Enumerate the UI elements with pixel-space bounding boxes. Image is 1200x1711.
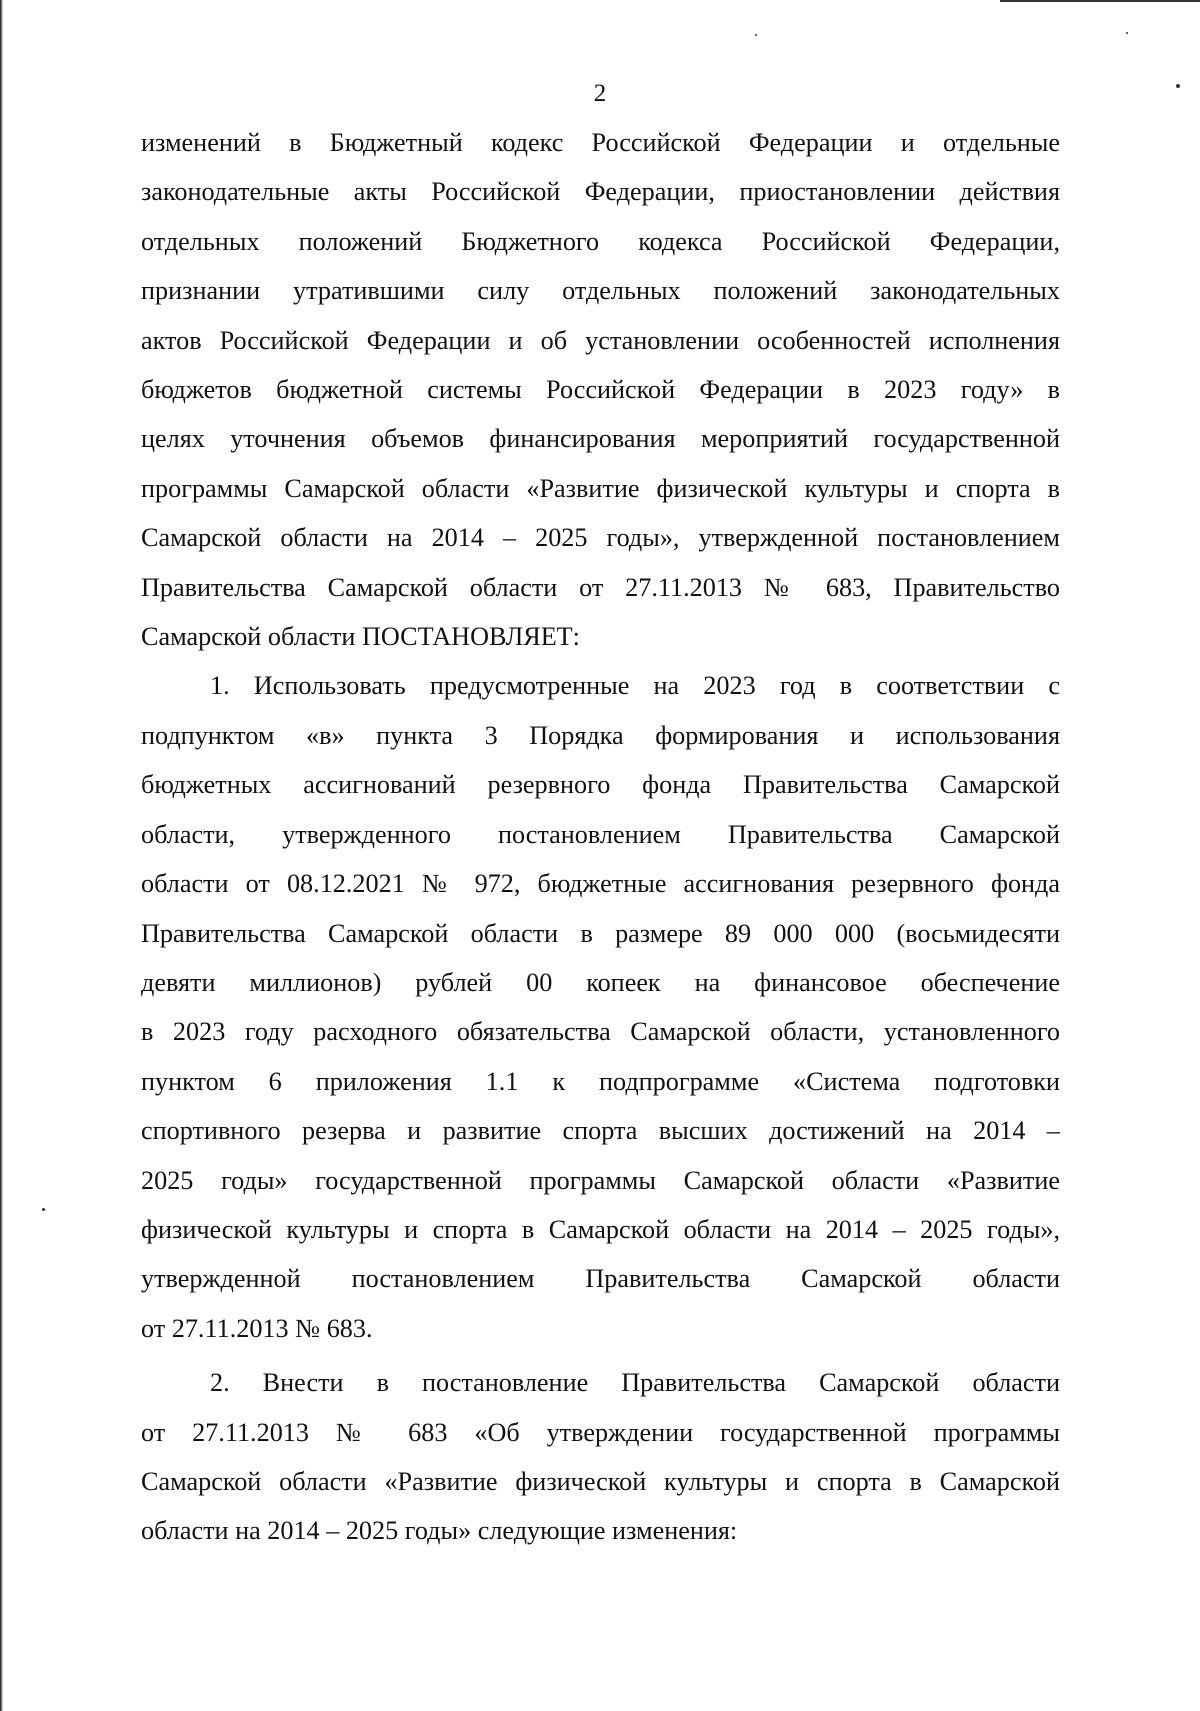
paragraph-item-1 <box>141 661 1060 1353</box>
text-line: бюджетных ассигнований резервного фонда Правительства Самарской <box>141 770 1060 800</box>
text-line: от 27.11.2013 № 683. <box>141 1313 373 1343</box>
text-line: Самарской области ПОСТАНОВЛЯЕТ: <box>141 622 580 652</box>
text-line: от 27.11.2013 № 683 «Об утверждении государственной программы <box>141 1417 1060 1447</box>
scan-speck <box>755 34 757 36</box>
text-line: целях уточнения объемов финансирования мероприятий государственной <box>141 424 1060 454</box>
text-line: законодательные акты Российской Федерации, приостановлении действия <box>141 177 1060 207</box>
paragraph-preamble <box>141 118 1060 661</box>
text-line: 1. Использовать предусмотренные на 2023 год в соответствии с <box>210 671 1060 701</box>
text-line: в 2023 году расходного обязательства Самарской области, установленного <box>141 1017 1060 1047</box>
text-line: актов Российской Федерации и об установлении особенностей исполнения <box>141 325 1060 355</box>
scan-edge-left <box>0 0 3 1711</box>
scan-speck <box>42 1208 45 1211</box>
text-line: Самарской области «Развитие физической культуры и спорта в Самарской <box>141 1466 1060 1496</box>
text-line: физической культуры и спорта в Самарской области на 2014 – 2025 годы», <box>141 1214 1060 1244</box>
paragraph-item-2 <box>141 1358 1060 1556</box>
text-line: области на 2014 – 2025 годы» следующие изменения: <box>141 1516 738 1546</box>
text-line: пунктом 6 приложения 1.1 к подпрограмме «Система подготовки <box>141 1066 1060 1096</box>
text-line: отдельных положений Бюджетного кодекса Российской Федерации, <box>141 226 1060 256</box>
scan-speck <box>1126 32 1128 34</box>
text-line: подпунктом «в» пункта 3 Порядка формирования и использования <box>141 720 1060 750</box>
document-body <box>141 118 1060 1556</box>
text-line: бюджетов бюджетной системы Российской Федерации в 2023 году» в <box>141 375 1060 405</box>
text-line: девяти миллионов) рублей 00 копеек на финансовое обеспечение <box>141 967 1060 997</box>
text-line: Самарской области на 2014 – 2025 годы», утвержденной постановлением <box>141 523 1060 553</box>
text-line: 2. Внести в постановление Правительства Самарской области <box>210 1368 1060 1398</box>
text-line: утвержденной постановлением Правительства Самарской области <box>141 1264 1060 1294</box>
page-number: 2 <box>593 80 607 107</box>
text-line: спортивного резерва и развитие спорта высших достижений на 2014 – <box>141 1116 1060 1146</box>
text-line: изменений в Бюджетный кодекс Российской Федерации и отдельные <box>141 128 1060 157</box>
text-line: программы Самарской области «Развитие физической культуры и спорта в <box>141 473 1060 503</box>
text-line: Правительства Самарской области в размере 89 000 000 (восьмидесяти <box>141 918 1060 948</box>
text-line: Правительства Самарской области от 27.11.2013 № 683, Правительство <box>141 572 1060 602</box>
text-line: области от 08.12.2021 № 972, бюджетные ассигнования резервного фонда <box>141 869 1060 899</box>
text-line: признании утратившими силу отдельных положений законодательных <box>141 276 1060 306</box>
scan-edge-top <box>1000 0 1200 2</box>
text-line: 2025 годы» государственной программы Самарской области «Развитие <box>141 1165 1060 1195</box>
text-line: области, утвержденного постановлением Правительства Самарской <box>141 819 1060 849</box>
